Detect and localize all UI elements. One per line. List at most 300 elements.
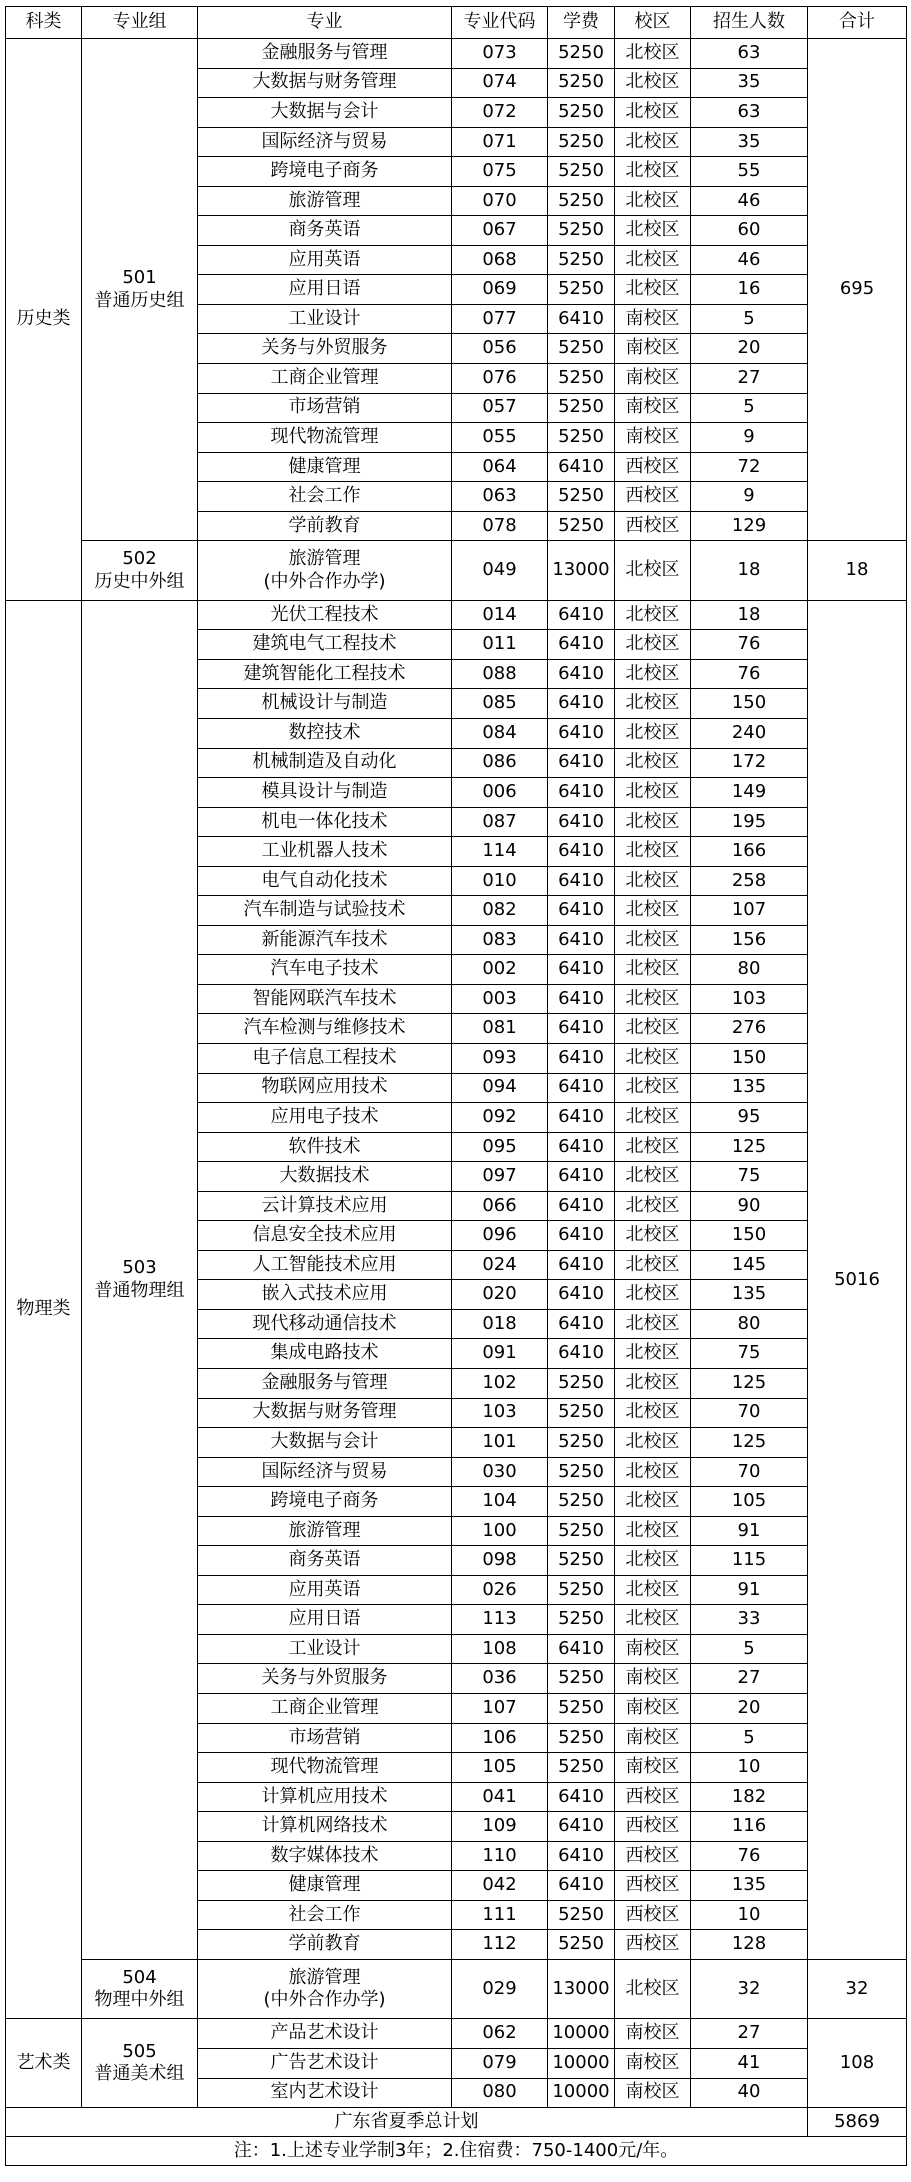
- enrollment-cell: 35: [691, 68, 808, 98]
- major-code-cell: 076: [452, 364, 548, 394]
- major-cell: 建筑电气工程技术: [198, 630, 452, 660]
- major-name: 旅游管理: [288, 548, 361, 570]
- enrollment-cell: 20: [691, 334, 808, 364]
- enrollment-cell: 125: [691, 1132, 808, 1162]
- tuition-cell: 6410: [548, 718, 615, 748]
- grand-total-row: [6, 2108, 907, 2137]
- enrollment-cell: 33: [691, 1605, 808, 1635]
- campus-cell: 北校区: [615, 896, 691, 926]
- campus-cell: 北校区: [615, 1487, 691, 1517]
- tuition-cell: 5250: [548, 423, 615, 453]
- group-cell: [82, 1959, 198, 2019]
- note-text: 注：1.上述专业学制3年；2.住宿费：750-1400元/年。: [6, 2137, 907, 2166]
- campus-cell: 北校区: [615, 1605, 691, 1635]
- major-code-cell: 103: [452, 1398, 548, 1428]
- major-cell: 物联网应用技术: [198, 1073, 452, 1103]
- enrollment-cell: 63: [691, 98, 808, 128]
- tuition-cell: 5250: [548, 1457, 615, 1487]
- campus-cell: 北校区: [615, 1398, 691, 1428]
- major-cell: 跨境电子商务: [198, 1487, 452, 1517]
- table-row: [6, 2019, 907, 2049]
- campus-cell: 南校区: [615, 2078, 691, 2108]
- tuition-cell: 6410: [548, 1014, 615, 1044]
- header-major: 专业: [198, 7, 452, 39]
- tuition-cell: 10000: [548, 2019, 615, 2049]
- campus-cell: 北校区: [615, 1428, 691, 1458]
- tuition-cell: 13000: [548, 541, 615, 601]
- major-code-cell: 098: [452, 1546, 548, 1576]
- major-cell: 社会工作: [198, 482, 452, 512]
- enrollment-cell: 18: [691, 541, 808, 601]
- tuition-cell: 6410: [548, 452, 615, 482]
- major-code-cell: 082: [452, 896, 548, 926]
- enrollment-cell: 76: [691, 630, 808, 660]
- campus-cell: 西校区: [615, 1812, 691, 1842]
- major-cell: 工业设计: [198, 1634, 452, 1664]
- enrollment-cell: 10: [691, 1753, 808, 1783]
- major-code-cell: 092: [452, 1103, 548, 1133]
- campus-cell: 北校区: [615, 748, 691, 778]
- tuition-cell: 5250: [548, 1900, 615, 1930]
- enrollment-cell: 5: [691, 1634, 808, 1664]
- major-cell: 大数据技术: [198, 1162, 452, 1192]
- major-cell: 应用日语: [198, 1605, 452, 1635]
- major-cell: 工业设计: [198, 304, 452, 334]
- major-cell: 大数据与会计: [198, 98, 452, 128]
- tuition-cell: 5250: [548, 186, 615, 216]
- enrollment-cell: 76: [691, 1841, 808, 1871]
- tuition-cell: 6410: [548, 866, 615, 896]
- major-code-cell: 112: [452, 1930, 548, 1960]
- category-cell: 历史类: [6, 39, 82, 601]
- tuition-cell: 6410: [548, 1221, 615, 1251]
- tuition-cell: 5250: [548, 1398, 615, 1428]
- group-name: 普通历史组: [94, 289, 185, 311]
- major-cell: 机械制造及自动化: [198, 748, 452, 778]
- major-code-cell: 062: [452, 2019, 548, 2049]
- tuition-cell: 6410: [548, 1841, 615, 1871]
- major-cell: 新能源汽车技术: [198, 925, 452, 955]
- major-cell: 电气自动化技术: [198, 866, 452, 896]
- major-code-cell: 091: [452, 1339, 548, 1369]
- header-major-code: 专业代码: [452, 7, 548, 39]
- major-code-cell: 030: [452, 1457, 548, 1487]
- enrollment-cell: 5: [691, 393, 808, 423]
- major-code-cell: 069: [452, 275, 548, 305]
- admission-plan-table: [5, 6, 907, 2166]
- major-code-cell: 042: [452, 1871, 548, 1901]
- major-cell: 关务与外贸服务: [198, 1664, 452, 1694]
- major-cell: 大数据与财务管理: [198, 1398, 452, 1428]
- enrollment-cell: 125: [691, 1428, 808, 1458]
- major-cell: 应用英语: [198, 245, 452, 275]
- tuition-cell: 5250: [548, 98, 615, 128]
- major-cell: 商务英语: [198, 216, 452, 246]
- major-code-cell: 107: [452, 1694, 548, 1724]
- major-cell: 智能网联汽车技术: [198, 984, 452, 1014]
- major-cell: 大数据与财务管理: [198, 68, 452, 98]
- tuition-cell: 6410: [548, 659, 615, 689]
- table-row: [6, 1959, 907, 2019]
- campus-cell: 北校区: [615, 866, 691, 896]
- major-cell: 机电一体化技术: [198, 807, 452, 837]
- enrollment-cell: 60: [691, 216, 808, 246]
- table-row: [6, 541, 907, 601]
- major-code-cell: 096: [452, 1221, 548, 1251]
- group-name: 普通物理组: [94, 1279, 185, 1301]
- major-code-cell: 041: [452, 1782, 548, 1812]
- tuition-cell: 6410: [548, 630, 615, 660]
- tuition-cell: 6410: [548, 955, 615, 985]
- tuition-cell: 5250: [548, 1369, 615, 1399]
- header-campus: 校区: [615, 7, 691, 39]
- enrollment-cell: 20: [691, 1694, 808, 1724]
- major-cell: 广告艺术设计: [198, 2049, 452, 2079]
- enrollment-cell: 5: [691, 304, 808, 334]
- major-code-cell: 064: [452, 452, 548, 482]
- major-cell: 现代物流管理: [198, 423, 452, 453]
- major-code-cell: 109: [452, 1812, 548, 1842]
- tuition-cell: 6410: [548, 1782, 615, 1812]
- campus-cell: 北校区: [615, 984, 691, 1014]
- campus-cell: 北校区: [615, 1132, 691, 1162]
- group-cell: [82, 2019, 198, 2108]
- tuition-cell: 6410: [548, 896, 615, 926]
- tuition-cell: 6410: [548, 778, 615, 808]
- note-row: [6, 2137, 907, 2166]
- major-code-cell: 114: [452, 837, 548, 867]
- tuition-cell: 6410: [548, 1812, 615, 1842]
- enrollment-cell: 91: [691, 1516, 808, 1546]
- campus-cell: 北校区: [615, 39, 691, 69]
- major-cell: 建筑智能化工程技术: [198, 659, 452, 689]
- major-cell: 汽车检测与维修技术: [198, 1014, 452, 1044]
- tuition-cell: 5250: [548, 482, 615, 512]
- major-cell: 大数据与会计: [198, 1428, 452, 1458]
- enrollment-cell: 63: [691, 39, 808, 69]
- major-code-cell: 106: [452, 1723, 548, 1753]
- tuition-cell: 6410: [548, 1871, 615, 1901]
- major-code-cell: 070: [452, 186, 548, 216]
- major-code-cell: 079: [452, 2049, 548, 2079]
- major-code-cell: 083: [452, 925, 548, 955]
- group-total-cell: 695: [808, 39, 907, 541]
- major-cell: 现代移动通信技术: [198, 1309, 452, 1339]
- major-cell: 工业机器人技术: [198, 837, 452, 867]
- enrollment-cell: 156: [691, 925, 808, 955]
- campus-cell: 南校区: [615, 364, 691, 394]
- major-code-cell: 105: [452, 1753, 548, 1783]
- major-cell: 市场营销: [198, 1723, 452, 1753]
- enrollment-cell: 258: [691, 866, 808, 896]
- tuition-cell: 6410: [548, 925, 615, 955]
- tuition-cell: 5250: [548, 245, 615, 275]
- group-name: 物理中外组: [94, 1989, 185, 2011]
- major-code-cell: 104: [452, 1487, 548, 1517]
- campus-cell: 西校区: [615, 452, 691, 482]
- tuition-cell: 5250: [548, 275, 615, 305]
- major-cell: 市场营销: [198, 393, 452, 423]
- enrollment-cell: 195: [691, 807, 808, 837]
- tuition-cell: 5250: [548, 68, 615, 98]
- major-cell: 学前教育: [198, 511, 452, 541]
- campus-cell: 南校区: [615, 304, 691, 334]
- major-cell: 金融服务与管理: [198, 39, 452, 69]
- major-code-cell: 101: [452, 1428, 548, 1458]
- enrollment-cell: 27: [691, 1664, 808, 1694]
- major-cell: 应用英语: [198, 1575, 452, 1605]
- campus-cell: 北校区: [615, 718, 691, 748]
- campus-cell: 南校区: [615, 1694, 691, 1724]
- enrollment-cell: 41: [691, 2049, 808, 2079]
- tuition-cell: 6410: [548, 1309, 615, 1339]
- campus-cell: 南校区: [615, 1634, 691, 1664]
- campus-cell: 南校区: [615, 2019, 691, 2049]
- major-code-cell: 078: [452, 511, 548, 541]
- major-code-cell: 002: [452, 955, 548, 985]
- table-row: [6, 600, 907, 630]
- major-cell: 国际经济与贸易: [198, 1457, 452, 1487]
- major-cell: 国际经济与贸易: [198, 127, 452, 157]
- tuition-cell: 5250: [548, 1694, 615, 1724]
- major-cell: 模具设计与制造: [198, 778, 452, 808]
- major-cell: 应用日语: [198, 275, 452, 305]
- campus-cell: 北校区: [615, 1073, 691, 1103]
- major-code-cell: 018: [452, 1309, 548, 1339]
- major-code-cell: 020: [452, 1280, 548, 1310]
- enrollment-cell: 46: [691, 186, 808, 216]
- tuition-cell: 5250: [548, 1605, 615, 1635]
- tuition-cell: 6410: [548, 1162, 615, 1192]
- major-code-cell: 011: [452, 630, 548, 660]
- enrollment-cell: 9: [691, 482, 808, 512]
- major-code-cell: 075: [452, 157, 548, 187]
- enrollment-cell: 75: [691, 1339, 808, 1369]
- enrollment-cell: 27: [691, 2019, 808, 2049]
- enrollment-cell: 105: [691, 1487, 808, 1517]
- enrollment-cell: 150: [691, 689, 808, 719]
- campus-cell: 北校区: [615, 778, 691, 808]
- major-code-cell: 086: [452, 748, 548, 778]
- enrollment-cell: 16: [691, 275, 808, 305]
- campus-cell: 北校区: [615, 1369, 691, 1399]
- group-code: 502: [122, 548, 157, 570]
- major-cell: 工商企业管理: [198, 1694, 452, 1724]
- tuition-cell: 6410: [548, 304, 615, 334]
- enrollment-cell: 135: [691, 1073, 808, 1103]
- major-cell: 数控技术: [198, 718, 452, 748]
- campus-cell: 北校区: [615, 245, 691, 275]
- campus-cell: 北校区: [615, 275, 691, 305]
- campus-cell: 北校区: [615, 1044, 691, 1074]
- campus-cell: 南校区: [615, 334, 691, 364]
- major-cell: 社会工作: [198, 1900, 452, 1930]
- campus-cell: 北校区: [615, 1575, 691, 1605]
- major-code-cell: 111: [452, 1900, 548, 1930]
- major-note: (中外合作办学): [263, 570, 386, 592]
- major-cell: 旅游管理: [198, 1516, 452, 1546]
- campus-cell: 西校区: [615, 482, 691, 512]
- campus-cell: 北校区: [615, 1280, 691, 1310]
- major-cell: 汽车制造与试验技术: [198, 896, 452, 926]
- enrollment-cell: 145: [691, 1250, 808, 1280]
- campus-cell: 西校区: [615, 1841, 691, 1871]
- major-code-cell: 014: [452, 600, 548, 630]
- tuition-cell: 5250: [548, 1487, 615, 1517]
- major-code-cell: 081: [452, 1014, 548, 1044]
- enrollment-cell: 46: [691, 245, 808, 275]
- tuition-cell: 5250: [548, 1930, 615, 1960]
- enrollment-cell: 115: [691, 1546, 808, 1576]
- campus-cell: 西校区: [615, 1900, 691, 1930]
- enrollment-cell: 95: [691, 1103, 808, 1133]
- tuition-cell: 5250: [548, 334, 615, 364]
- campus-cell: 北校区: [615, 955, 691, 985]
- major-code-cell: 055: [452, 423, 548, 453]
- enrollment-cell: 80: [691, 955, 808, 985]
- major-code-cell: 084: [452, 718, 548, 748]
- category-cell: 物理类: [6, 600, 82, 2019]
- major-code-cell: 068: [452, 245, 548, 275]
- grand-total-value: 5869: [808, 2108, 907, 2137]
- major-code-cell: 093: [452, 1044, 548, 1074]
- enrollment-cell: 70: [691, 1457, 808, 1487]
- major-code-cell: 102: [452, 1369, 548, 1399]
- campus-cell: 北校区: [615, 541, 691, 601]
- campus-cell: 北校区: [615, 68, 691, 98]
- enrollment-cell: 75: [691, 1162, 808, 1192]
- enrollment-cell: 135: [691, 1871, 808, 1901]
- major-cell: 关务与外贸服务: [198, 334, 452, 364]
- header-tuition: 学费: [548, 7, 615, 39]
- campus-cell: 北校区: [615, 1457, 691, 1487]
- major-cell: 汽车电子技术: [198, 955, 452, 985]
- major-code-cell: 077: [452, 304, 548, 334]
- tuition-cell: 6410: [548, 1634, 615, 1664]
- campus-cell: 西校区: [615, 1782, 691, 1812]
- tuition-cell: 6410: [548, 600, 615, 630]
- enrollment-cell: 107: [691, 896, 808, 926]
- header-enrollment: 招生人数: [691, 7, 808, 39]
- major-code-cell: 094: [452, 1073, 548, 1103]
- major-cell: 应用电子技术: [198, 1103, 452, 1133]
- major-code-cell: 072: [452, 98, 548, 128]
- major-code-cell: 049: [452, 541, 548, 601]
- admission-plan-sheet: [5, 6, 907, 2166]
- group-total-cell: 5016: [808, 600, 907, 1959]
- enrollment-cell: 116: [691, 1812, 808, 1842]
- major-code-cell: 110: [452, 1841, 548, 1871]
- tuition-cell: 5250: [548, 127, 615, 157]
- major-note: (中外合作办学): [263, 1989, 386, 2011]
- major-cell: 云计算技术应用: [198, 1191, 452, 1221]
- major-code-cell: 056: [452, 334, 548, 364]
- major-code-cell: 080: [452, 2078, 548, 2108]
- campus-cell: 北校区: [615, 186, 691, 216]
- enrollment-cell: 10: [691, 1900, 808, 1930]
- major-cell: 健康管理: [198, 1871, 452, 1901]
- major-cell: 信息安全技术应用: [198, 1221, 452, 1251]
- enrollment-cell: 128: [691, 1930, 808, 1960]
- group-name: 普通美术组: [94, 2063, 185, 2085]
- major-code-cell: 024: [452, 1250, 548, 1280]
- major-cell: 软件技术: [198, 1132, 452, 1162]
- campus-cell: 南校区: [615, 2049, 691, 2079]
- enrollment-cell: 150: [691, 1044, 808, 1074]
- major-code-cell: 066: [452, 1191, 548, 1221]
- tuition-cell: 6410: [548, 748, 615, 778]
- major-cell: 工商企业管理: [198, 364, 452, 394]
- campus-cell: 北校区: [615, 689, 691, 719]
- enrollment-cell: 276: [691, 1014, 808, 1044]
- campus-cell: 北校区: [615, 98, 691, 128]
- campus-cell: 南校区: [615, 1664, 691, 1694]
- major-code-cell: 067: [452, 216, 548, 246]
- major-cell: [198, 1959, 452, 2019]
- tuition-cell: 6410: [548, 837, 615, 867]
- major-code-cell: 073: [452, 39, 548, 69]
- campus-cell: 北校区: [615, 1103, 691, 1133]
- campus-cell: 北校区: [615, 216, 691, 246]
- major-cell: 机械设计与制造: [198, 689, 452, 719]
- header-total: 合计: [808, 7, 907, 39]
- group-total-cell: 18: [808, 541, 907, 601]
- major-cell: 数字媒体技术: [198, 1841, 452, 1871]
- major-code-cell: 006: [452, 778, 548, 808]
- major-cell: 人工智能技术应用: [198, 1250, 452, 1280]
- campus-cell: 南校区: [615, 1753, 691, 1783]
- major-code-cell: 108: [452, 1634, 548, 1664]
- tuition-cell: 6410: [548, 1073, 615, 1103]
- tuition-cell: 5250: [548, 1723, 615, 1753]
- campus-cell: 北校区: [615, 1516, 691, 1546]
- major-cell: 商务英语: [198, 1546, 452, 1576]
- enrollment-cell: 40: [691, 2078, 808, 2108]
- major-code-cell: 097: [452, 1162, 548, 1192]
- group-code: 505: [122, 2040, 157, 2062]
- campus-cell: 西校区: [615, 1930, 691, 1960]
- group-name: 历史中外组: [94, 570, 185, 592]
- major-code-cell: 057: [452, 393, 548, 423]
- tuition-cell: 5250: [548, 393, 615, 423]
- major-code-cell: 026: [452, 1575, 548, 1605]
- group-code: 504: [122, 1966, 157, 1988]
- major-code-cell: 088: [452, 659, 548, 689]
- campus-cell: 北校区: [615, 1162, 691, 1192]
- group-cell: [82, 541, 198, 601]
- major-cell: 旅游管理: [198, 186, 452, 216]
- major-code-cell: 063: [452, 482, 548, 512]
- enrollment-cell: 9: [691, 423, 808, 453]
- tuition-cell: 5250: [548, 511, 615, 541]
- major-code-cell: 010: [452, 866, 548, 896]
- tuition-cell: 5250: [548, 1575, 615, 1605]
- category-cell: 艺术类: [6, 2019, 82, 2108]
- enrollment-cell: 70: [691, 1398, 808, 1428]
- group-total-cell: 32: [808, 1959, 907, 2019]
- tuition-cell: 5250: [548, 1428, 615, 1458]
- enrollment-cell: 103: [691, 984, 808, 1014]
- major-code-cell: 074: [452, 68, 548, 98]
- major-cell: 金融服务与管理: [198, 1369, 452, 1399]
- enrollment-cell: 129: [691, 511, 808, 541]
- major-cell: 室内艺术设计: [198, 2078, 452, 2108]
- enrollment-cell: 172: [691, 748, 808, 778]
- campus-cell: 北校区: [615, 1221, 691, 1251]
- tuition-cell: 5250: [548, 1546, 615, 1576]
- tuition-cell: 13000: [548, 1959, 615, 2019]
- major-code-cell: 100: [452, 1516, 548, 1546]
